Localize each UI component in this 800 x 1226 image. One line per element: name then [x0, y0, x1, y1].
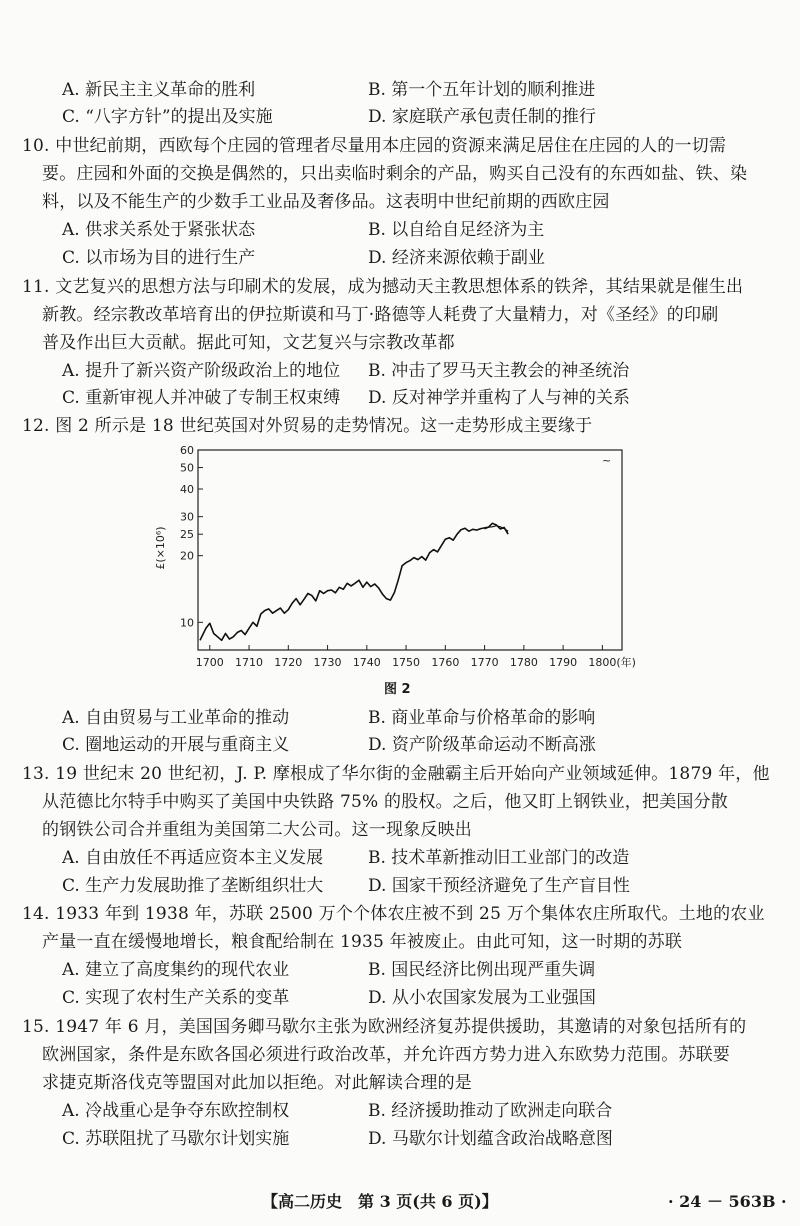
- q13-option-c: C. 生产力发展助推了垄断组织壮大: [62, 876, 324, 896]
- x-tick-label: 1780: [509, 656, 538, 669]
- x-tick-label: 1730: [313, 656, 342, 669]
- q13-stem-line-1: 13. 19 世纪末 20 世纪初，J. P. 摩根成了华尔街的金融霸主后开始向产业领域延伸。1879 年，他: [22, 764, 770, 784]
- x-tick-label: 1720: [274, 656, 303, 669]
- x-tick-label: 1740: [352, 656, 381, 669]
- q13-stem-line-2: 从范德比尔特手中购买了美国中央铁路 75% 的股权。之后，他又盯上钢铁业，把美国分散: [42, 792, 728, 812]
- legend-mark: ~: [602, 454, 612, 467]
- q10-option-d: D. 经济来源依赖于副业: [368, 248, 545, 268]
- y-tick-label: 40: [180, 482, 194, 496]
- q9-option-b: B. 第一个五年计划的顺利推进: [368, 80, 596, 100]
- figure-caption: 图 2: [384, 682, 411, 697]
- q10-stem-line-1: 10. 中世纪前期，西欧每个庄园的管理者尽量用本庄园的资源来满足居住在庄园的人的一切需: [22, 136, 727, 156]
- q12-option-a: A. 自由贸易与工业革命的推动: [62, 708, 290, 728]
- trade-trend-chart: [150, 438, 640, 678]
- y-tick-label: 20: [180, 549, 194, 563]
- q15-option-d: D. 马歇尔计划蕴含政治战略意图: [368, 1129, 613, 1149]
- q12-stem-line-1: 12. 图 2 所示是 18 世纪英国对外贸易的走势情况。这一走势形成主要缘于: [22, 416, 593, 436]
- y-tick-label: 10: [180, 616, 194, 630]
- y-tick-label: 25: [180, 528, 194, 542]
- q11-stem-line-3: 普及作出巨大贡献。据此可知，文艺复兴与宗教改革都: [42, 333, 455, 353]
- q12-option-c: C. 圈地运动的开展与重商主义: [62, 735, 290, 755]
- x-tick-label: 1800(年): [588, 656, 636, 669]
- q14-option-a: A. 建立了高度集约的现代农业: [62, 960, 290, 980]
- q11-option-d: D. 反对神学并重构了人与神的关系: [368, 388, 630, 408]
- q13-option-a: A. 自由放任不再适应资本主义发展: [62, 848, 324, 868]
- series-layer: [200, 523, 508, 640]
- q11-option-c: C. 重新审视人并冲破了专制王权束缚: [62, 388, 341, 408]
- q11-stem-line-2: 新教。经宗教改革培育出的伊拉斯谟和马丁·路德等人耗费了大量精力，对《圣经》的印刷: [42, 305, 719, 325]
- y-axis-label: £(×10⁶): [154, 526, 167, 570]
- x-tick-label: 1770: [470, 656, 499, 669]
- q10-stem-line-2: 要。庄园和外面的交换是偶然的，只出卖临时剩余的产品，购买自己没有的东西如盐、铁、染: [42, 164, 748, 184]
- page-footer: 【高二历史 第 3 页(共 6 页)】: [262, 1192, 498, 1211]
- q10-option-a: A. 供求关系处于紧张状态: [62, 220, 256, 240]
- q12-option-b: B. 商业革命与价格革命的影响: [368, 708, 596, 728]
- x-tick-label: 1790: [549, 656, 578, 669]
- q15-stem-line-1: 15. 1947 年 6 月，美国国务卿马歇尔主张为欧洲经济复苏提供援助，其邀请的对象包括所有的: [22, 1017, 747, 1037]
- q14-option-b: B. 国民经济比例出现严重失调: [368, 960, 596, 980]
- q13-option-b: B. 技术革新推动旧工业部门的改造: [368, 848, 630, 868]
- y-axis: [180, 444, 203, 629]
- q15-option-a: A. 冷战重心是争夺东欧控制权: [62, 1101, 290, 1121]
- q15-option-b: B. 经济援助推动了欧洲走向联合: [368, 1101, 613, 1121]
- x-tick-label: 1760: [431, 656, 460, 669]
- q14-stem-line-2: 产量一直在缓慢地增长，粮食配给制在 1935 年被废止。由此可知，这一时期的苏联: [42, 932, 683, 952]
- y-tick-label: 30: [180, 510, 194, 524]
- chart-frame: [198, 450, 622, 650]
- q11-option-a: A. 提升了新兴资产阶级政治上的地位: [62, 361, 341, 381]
- q11-stem-line-1: 11. 文艺复兴的思想方法与印刷术的发展，成为撼动天主教思想体系的铁斧，其结果就是催生出: [22, 277, 744, 297]
- q15-option-c: C. 苏联阻扰了马歇尔计划实施: [62, 1129, 290, 1149]
- q15-stem-line-3: 求捷克斯洛伐克等盟国对此加以拒绝。对此解读合理的是: [42, 1073, 472, 1093]
- q9-option-c: C. “八字方针”的提出及实施: [62, 107, 273, 127]
- x-tick-label: 1710: [235, 656, 264, 669]
- y-tick-label: 60: [180, 444, 194, 457]
- q14-stem-line-1: 14. 1933 年到 1938 年，苏联 2500 万个个体农庄被不到 25 万个集体农庄所取代。土地的农业: [22, 904, 765, 924]
- x-tick-label: 1750: [392, 656, 421, 669]
- q10-stem-line-3: 料，以及不能生产的少数手工业品及奢侈品。这表明中世纪前期的西欧庄园: [42, 192, 610, 212]
- trade-series-line-1: [200, 523, 508, 640]
- q10-option-b: B. 以自给自足经济为主: [368, 220, 545, 240]
- q13-stem-line-3: 的钢铁公司合并重组为美国第二大公司。这一现象反映出: [42, 820, 472, 840]
- q9-option-a: A. 新民主主义革命的胜利: [62, 80, 256, 100]
- q15-stem-line-2: 欧洲国家，条件是东欧各国必须进行政治改革，并允许西方势力进入东欧势力范围。苏联要: [42, 1045, 730, 1065]
- q14-option-c: C. 实现了农村生产关系的变革: [62, 988, 290, 1008]
- q9-option-d: D. 家庭联产承包责任制的推行: [368, 107, 596, 127]
- exam-code: · 24 － 563B ·: [668, 1192, 787, 1211]
- q13-option-d: D. 国家干预经济避免了生产盲目性: [368, 876, 630, 896]
- q10-option-c: C. 以市场为目的进行生产: [62, 248, 256, 268]
- y-tick-label: 50: [180, 461, 194, 475]
- q11-option-b: B. 冲击了罗马天主教会的神圣统治: [368, 361, 630, 381]
- q12-option-d: D. 资产阶级革命运动不断高涨: [368, 735, 596, 755]
- q14-option-d: D. 从小农国家发展为工业强国: [368, 988, 596, 1008]
- x-tick-label: 1700: [195, 656, 224, 669]
- x-axis: [196, 645, 636, 669]
